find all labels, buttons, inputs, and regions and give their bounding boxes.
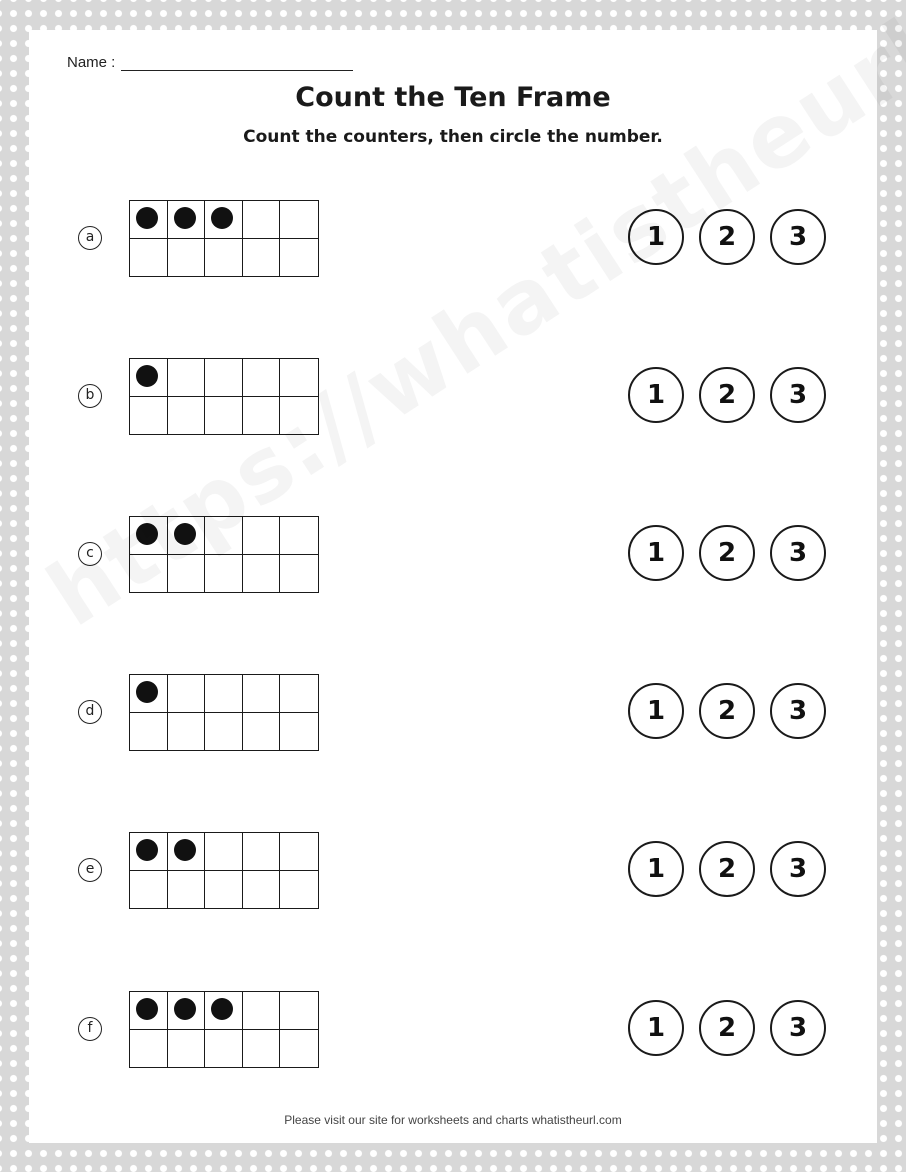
answer-choice[interactable]: 1 [628,367,684,423]
ten-frame-cell [243,555,281,593]
problem-row [29,674,877,754]
ten-frame [129,991,319,1068]
name-label: Name : [67,54,116,71]
ten-frame-cell [168,833,206,871]
answer-choice[interactable]: 1 [628,1000,684,1056]
answer-choice[interactable]: 1 [628,209,684,265]
problem-row [29,200,877,280]
problem-label: b [78,384,102,408]
ten-frame-cell [243,871,281,909]
problem-row [29,358,877,438]
ten-frame-cell [280,713,318,751]
page-title: Count the Ten Frame [295,82,611,113]
counter-dot [174,839,196,861]
ten-frame [129,200,319,277]
counter-dot [174,207,196,229]
problem-row [29,516,877,596]
problem-label: a [78,226,102,250]
ten-frame-cell [243,833,281,871]
ten-frame-cell [205,713,243,751]
ten-frame-cell [205,359,243,397]
ten-frame-cell [280,555,318,593]
answer-choice[interactable]: 1 [628,683,684,739]
counter-dot [136,365,158,387]
ten-frame-cell [168,517,206,555]
ten-frame-cell [280,992,318,1030]
ten-frame-cell [168,359,206,397]
problem-row [29,991,877,1071]
ten-frame-cell [168,713,206,751]
problem-label: d [78,700,102,724]
ten-frame-cell [168,555,206,593]
ten-frame [129,358,319,435]
ten-frame-cell [243,1030,281,1068]
ten-frame-cell [168,871,206,909]
ten-frame-cell [243,992,281,1030]
answer-choice[interactable]: 2 [699,209,755,265]
ten-frame-cell [280,239,318,277]
answer-choice[interactable]: 1 [628,525,684,581]
ten-frame-cell [130,1030,168,1068]
ten-frame-cell [205,201,243,239]
ten-frame-cell [280,1030,318,1068]
ten-frame-cell [130,201,168,239]
ten-frame-cell [130,992,168,1030]
counter-dot [174,998,196,1020]
answer-choice[interactable]: 2 [699,525,755,581]
ten-frame-cell [243,397,281,435]
ten-frame-cell [280,201,318,239]
ten-frame-cell [205,517,243,555]
ten-frame-cell [130,555,168,593]
ten-frame-cell [168,992,206,1030]
ten-frame-cell [130,239,168,277]
ten-frame-cell [205,397,243,435]
ten-frame-cell [205,555,243,593]
instructions: Count the counters, then circle the number. [243,127,663,147]
ten-frame-cell [130,713,168,751]
answer-choice[interactable]: 3 [770,525,826,581]
ten-frame-cell [243,201,281,239]
answer-choice[interactable]: 2 [699,683,755,739]
answer-choice[interactable]: 2 [699,367,755,423]
ten-frame-cell [280,675,318,713]
counter-dot [211,207,233,229]
ten-frame-cell [243,239,281,277]
problem-label: f [78,1017,102,1041]
ten-frame-cell [130,397,168,435]
ten-frame-cell [168,1030,206,1068]
ten-frame-cell [168,201,206,239]
ten-frame-cell [130,359,168,397]
answer-choice[interactable]: 3 [770,841,826,897]
problem-label: c [78,542,102,566]
ten-frame-cell [280,359,318,397]
ten-frame-cell [243,359,281,397]
answer-choice[interactable]: 3 [770,1000,826,1056]
ten-frame-cell [280,871,318,909]
answer-choice[interactable]: 2 [699,841,755,897]
ten-frame [129,516,319,593]
ten-frame-cell [280,517,318,555]
answer-choices [628,1000,841,1056]
ten-frame-cell [280,833,318,871]
problem-label: e [78,858,102,882]
ten-frame-cell [205,675,243,713]
counter-dot [136,207,158,229]
ten-frame-cell [168,397,206,435]
answer-choice[interactable]: 3 [770,683,826,739]
ten-frame-cell [168,239,206,277]
counter-dot [174,523,196,545]
answer-choices [628,525,841,581]
answer-choices [628,841,841,897]
answer-choice[interactable]: 2 [699,1000,755,1056]
ten-frame-cell [168,675,206,713]
answer-choices [628,209,841,265]
ten-frame-cell [205,833,243,871]
ten-frame-cell [205,871,243,909]
ten-frame-cell [280,397,318,435]
answer-choice[interactable]: 3 [770,367,826,423]
ten-frame-cell [205,992,243,1030]
counter-dot [136,681,158,703]
answer-choice[interactable]: 3 [770,209,826,265]
ten-frame-cell [130,833,168,871]
ten-frame-cell [243,713,281,751]
counter-dot [136,998,158,1020]
counter-dot [136,523,158,545]
name-line[interactable] [121,56,353,71]
ten-frame-cell [130,517,168,555]
ten-frame-cell [205,1030,243,1068]
footer-text: Please visit our site for worksheets and charts whatistheurl.com [284,1113,622,1127]
counter-dot [211,998,233,1020]
ten-frame-cell [205,239,243,277]
worksheet-page [29,30,877,1143]
name-field-row [67,54,353,71]
ten-frame [129,832,319,909]
answer-choice[interactable]: 1 [628,841,684,897]
answer-choices [628,683,841,739]
counter-dot [136,839,158,861]
ten-frame [129,674,319,751]
ten-frame-cell [130,871,168,909]
answer-choices [628,367,841,423]
ten-frame-cell [130,675,168,713]
problem-row [29,832,877,912]
ten-frame-cell [243,675,281,713]
ten-frame-cell [243,517,281,555]
